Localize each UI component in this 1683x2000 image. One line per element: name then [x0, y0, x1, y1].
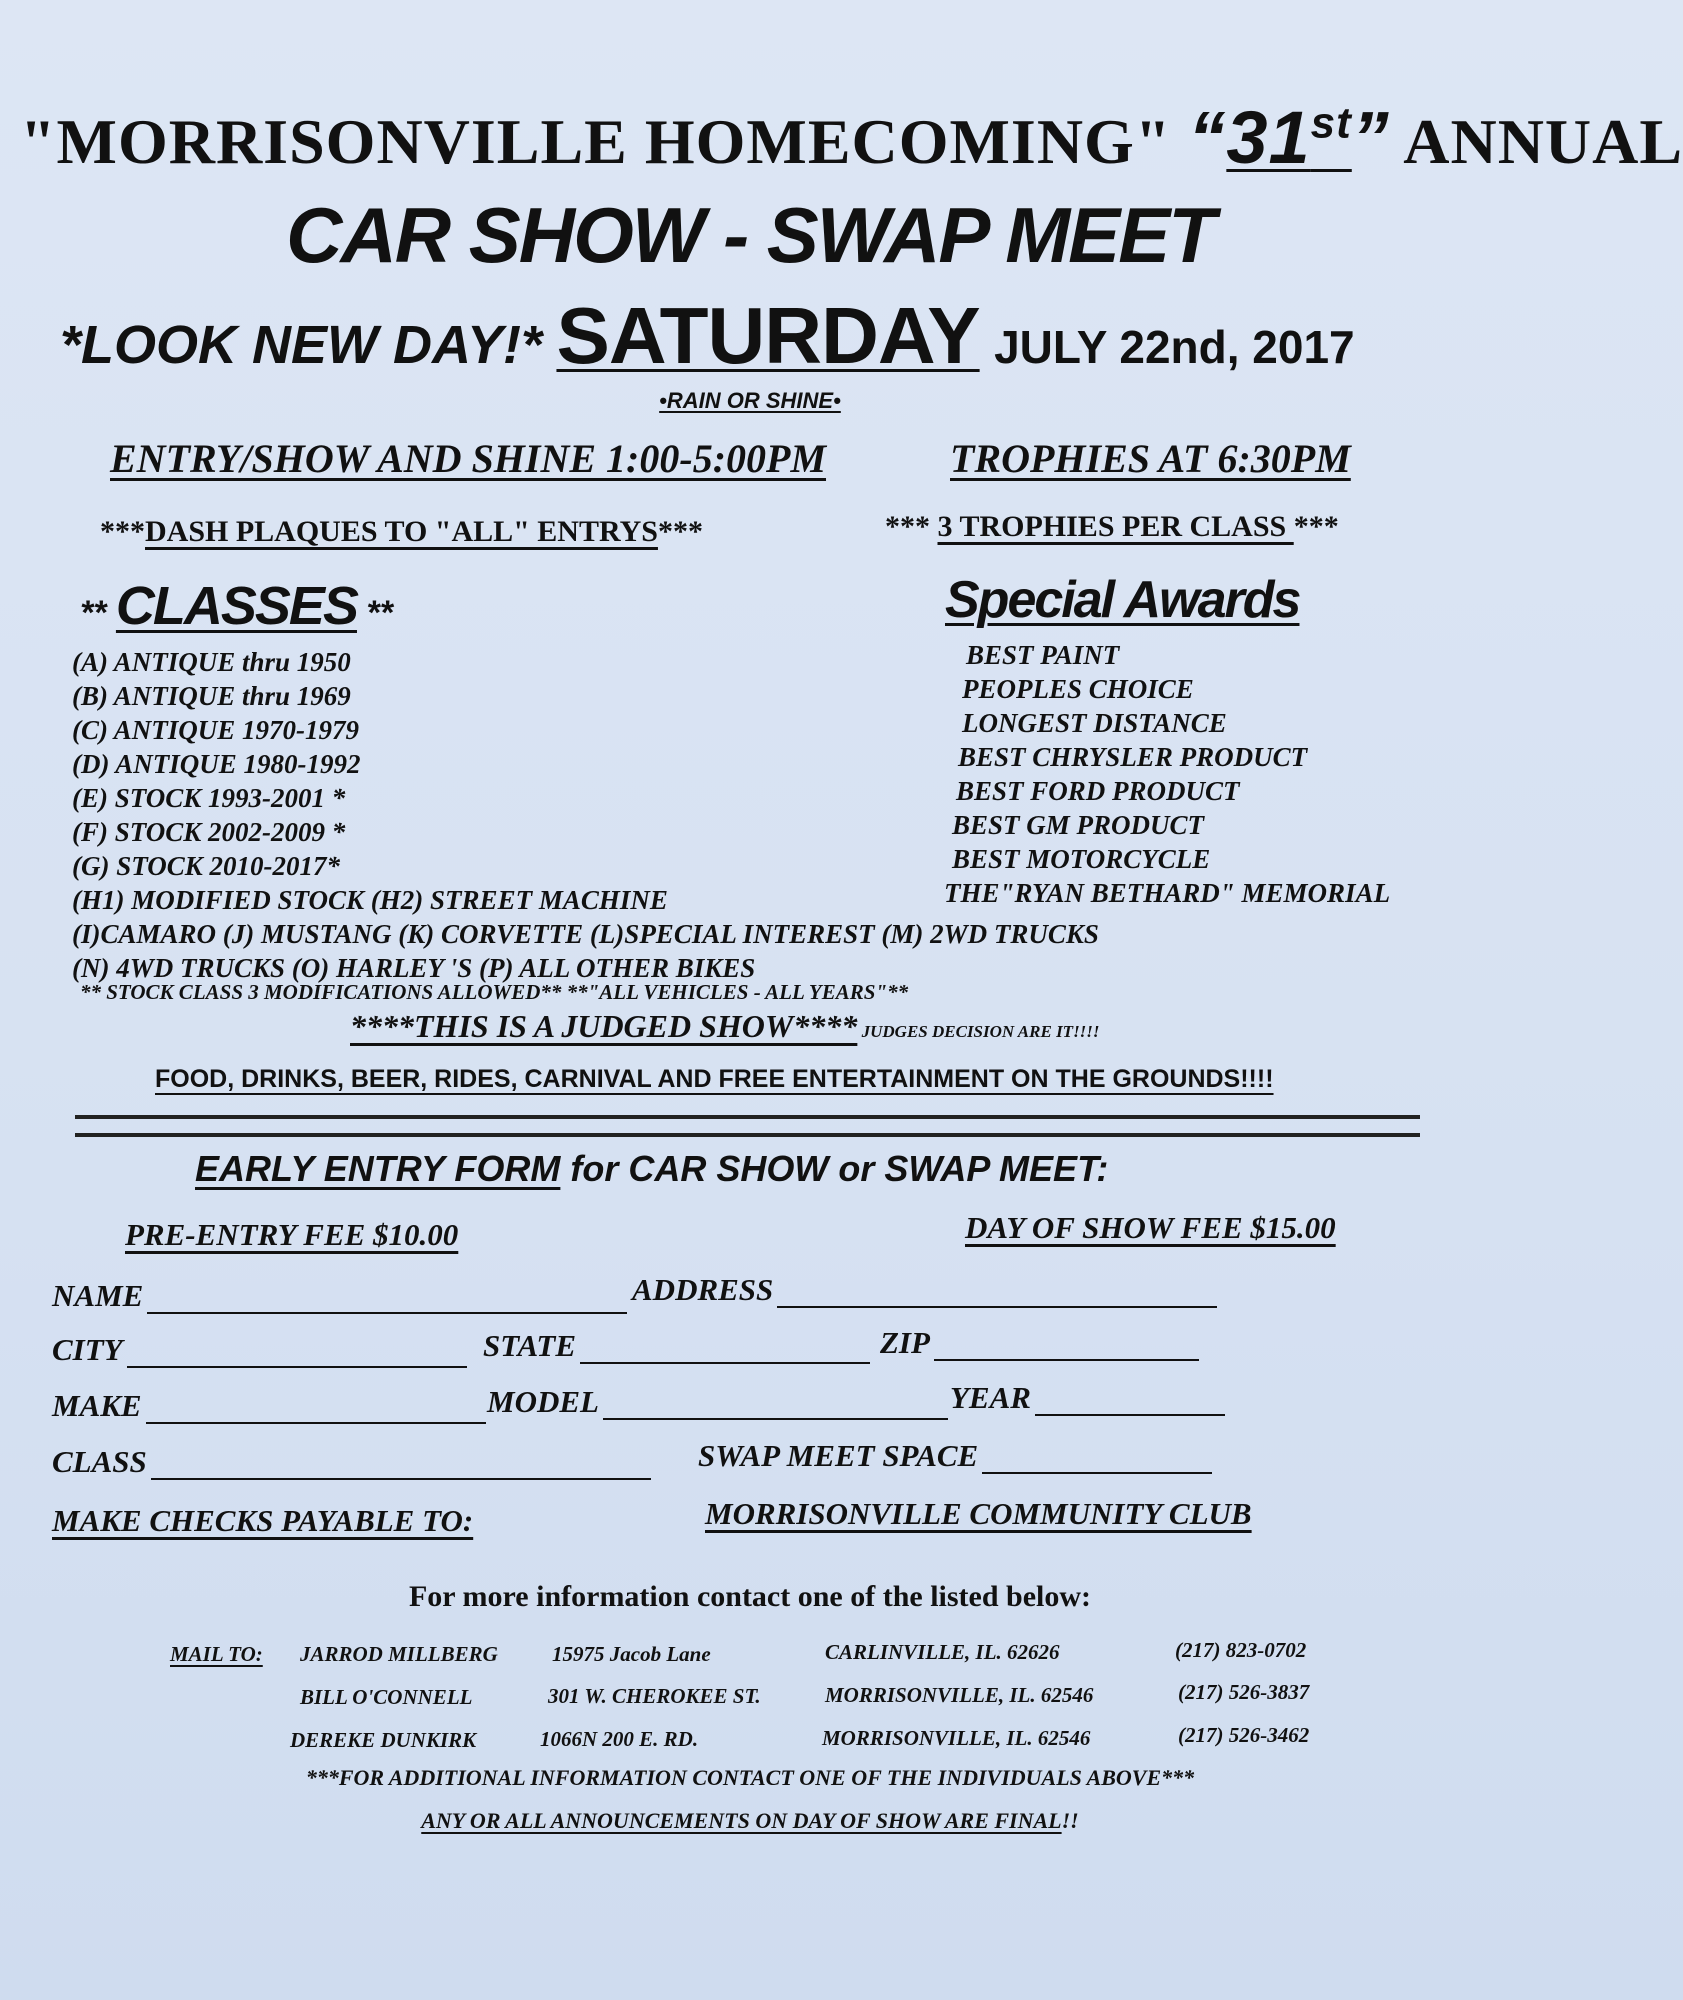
contact-address: 15975 Jacob Lane — [552, 1642, 711, 1666]
class-item: (E) STOCK 1993-2001 * — [72, 783, 346, 813]
address-label: ADDRESS — [632, 1272, 774, 1307]
swap-meet-space-blank[interactable] — [982, 1446, 1212, 1474]
title-annual: ANNUAL — [1403, 106, 1683, 177]
contact-phone: (217) 823-0702 — [1175, 1638, 1307, 1662]
class-blank[interactable] — [151, 1452, 651, 1480]
city-label: CITY — [52, 1332, 123, 1367]
address-blank[interactable] — [777, 1280, 1217, 1308]
contact-city: MORRISONVILLE, IL. 62546 — [822, 1726, 1091, 1750]
rain-or-shine: •RAIN OR SHINE• — [659, 388, 841, 413]
class-field[interactable] — [52, 1444, 651, 1480]
look-new-day: *LOOK NEW DAY!* — [60, 315, 542, 375]
entry-form-title: EARLY ENTRY FORM for CAR SHOW or SWAP MEET: — [195, 1148, 1109, 1189]
class-item: (D) ANTIQUE 1980-1992 — [72, 749, 361, 779]
class-item: (B) ANTIQUE thru 1969 — [72, 681, 351, 711]
name-field[interactable] — [52, 1278, 627, 1314]
award-item: THE"RYAN BETHARD" MEMORIAL — [944, 878, 1391, 908]
class-list — [72, 645, 1099, 985]
model-label: MODEL — [487, 1384, 599, 1419]
flyer-title — [20, 95, 1683, 180]
section-divider — [75, 1115, 1420, 1137]
checks-payable-label: MAKE CHECKS PAYABLE TO: — [52, 1503, 474, 1538]
class-item: (F) STOCK 2002-2009 * — [72, 817, 346, 847]
special-awards-list — [944, 638, 1391, 910]
additional-info-note: ***FOR ADDITIONAL INFORMATION CONTACT ONE OF THE INDIVIDUALS ABOVE*** — [305, 1765, 1195, 1790]
make-blank[interactable] — [146, 1396, 486, 1424]
make-field[interactable] — [52, 1388, 486, 1424]
contact-name: DEREKE DUNKIRK — [290, 1728, 477, 1752]
swap-meet-space-label: SWAP MEET SPACE — [698, 1438, 979, 1473]
pre-entry-fee: PRE-ENTRY FEE $10.00 — [125, 1217, 459, 1252]
trophies-per-class-note: *** 3 TROPHIES PER CLASS *** — [885, 510, 1339, 543]
class-item: (G) STOCK 2010-2017* — [72, 851, 341, 881]
contact-address: 1066N 200 E. RD. — [540, 1727, 699, 1751]
title-ordinal: “31st” — [1188, 96, 1390, 179]
day-line — [60, 290, 1480, 382]
contact-city: MORRISONVILLE, IL. 62546 — [825, 1683, 1094, 1707]
announcements-note: ANY OR ALL ANNOUNCEMENTS ON DAY OF SHOW ARE FINAL!! — [421, 1808, 1079, 1833]
trophies-time: TROPHIES AT 6:30PM — [950, 436, 1351, 481]
event-date: JULY 22nd, 2017 — [994, 321, 1355, 373]
checks-payable-value: MORRISONVILLE COMMUNITY CLUB — [705, 1496, 1252, 1531]
state-blank[interactable] — [580, 1336, 870, 1364]
make-label: MAKE — [52, 1388, 142, 1423]
contact-city: CARLINVILLE, IL. 62626 — [825, 1640, 1060, 1664]
contact-heading: For more information contact one of the listed below: — [408, 1580, 1092, 1613]
contact-name: BILL O'CONNELL — [300, 1685, 473, 1709]
zip-label: ZIP — [880, 1325, 930, 1360]
swap-meet-space-field[interactable] — [698, 1438, 1212, 1474]
contact-name: JARROD MILLBERG — [300, 1642, 498, 1666]
class-item: (C) ANTIQUE 1970-1979 — [72, 715, 359, 745]
state-label: STATE — [483, 1328, 577, 1363]
award-item: PEOPLES CHOICE — [962, 674, 1194, 704]
day-of-show-fee: DAY OF SHOW FEE $15.00 — [965, 1210, 1336, 1245]
award-item: BEST MOTORCYCLE — [952, 844, 1211, 874]
class-item: (N) 4WD TRUCKS (O) HARLEY 'S (P) ALL OTHER BIKES — [72, 953, 756, 983]
entry-times: ENTRY/SHOW AND SHINE 1:00-5:00PM — [110, 436, 827, 481]
address-field[interactable] — [632, 1272, 1217, 1308]
year-field[interactable] — [950, 1380, 1225, 1416]
judges-decision-note: JUDGES DECISION ARE IT!!!! — [857, 1022, 1100, 1041]
contact-phone: (217) 526-3462 — [1178, 1723, 1310, 1747]
title-event-name: "MORRISONVILLE HOMECOMING" — [20, 106, 1172, 177]
state-field[interactable] — [483, 1328, 870, 1364]
contact-address: 301 W. CHEROKEE ST. — [548, 1684, 761, 1708]
class-label: CLASS — [52, 1444, 147, 1479]
zip-blank[interactable] — [934, 1333, 1199, 1361]
class-item: (H1) MODIFIED STOCK (H2) STREET MACHINE — [72, 885, 668, 915]
special-awards-heading: Special Awards — [945, 571, 1300, 629]
day-name: SATURDAY — [556, 291, 980, 380]
year-blank[interactable] — [1035, 1388, 1225, 1416]
award-item: BEST FORD PRODUCT — [956, 776, 1240, 806]
year-label: YEAR — [950, 1380, 1031, 1415]
flyer-subtitle: CAR SHOW - SWAP MEET — [286, 191, 1214, 279]
award-item: BEST PAINT — [966, 640, 1120, 670]
food-entertainment-note: FOOD, DRINKS, BEER, RIDES, CARNIVAL AND FREE ENTERTAINMENT ON THE GROUNDS!!!! — [155, 1065, 1274, 1093]
class-item: (A) ANTIQUE thru 1950 — [72, 647, 351, 677]
classes-heading: ** CLASSES ** — [80, 576, 393, 636]
mail-to-label: MAIL TO: — [170, 1642, 263, 1666]
model-field[interactable] — [487, 1384, 948, 1420]
award-item: LONGEST DISTANCE — [962, 708, 1227, 738]
model-blank[interactable] — [603, 1392, 948, 1420]
award-item: BEST GM PRODUCT — [952, 810, 1205, 840]
modifications-note: ** STOCK CLASS 3 MODIFICATIONS ALLOWED** **"ALL VEHICLES - ALL YEARS"** — [80, 980, 909, 1004]
dash-plaques-note: ***DASH PLAQUES TO "ALL" ENTRYS*** — [100, 515, 703, 548]
award-item: BEST CHRYSLER PRODUCT — [958, 742, 1308, 772]
name-label: NAME — [52, 1278, 144, 1313]
city-blank[interactable] — [127, 1340, 467, 1368]
city-field[interactable] — [52, 1332, 467, 1368]
contact-phone: (217) 526-3837 — [1178, 1680, 1310, 1704]
ordinal-number: 31st — [1226, 96, 1352, 179]
name-blank[interactable] — [147, 1286, 627, 1314]
zip-field[interactable] — [880, 1325, 1199, 1361]
judged-show-note: ****THIS IS A JUDGED SHOW**** JUDGES DECISION ARE IT!!!! — [350, 1008, 1100, 1044]
class-item: (I)CAMARO (J) MUSTANG (K) CORVETTE (L)SPECIAL INTEREST (M) 2WD TRUCKS — [72, 919, 1099, 949]
